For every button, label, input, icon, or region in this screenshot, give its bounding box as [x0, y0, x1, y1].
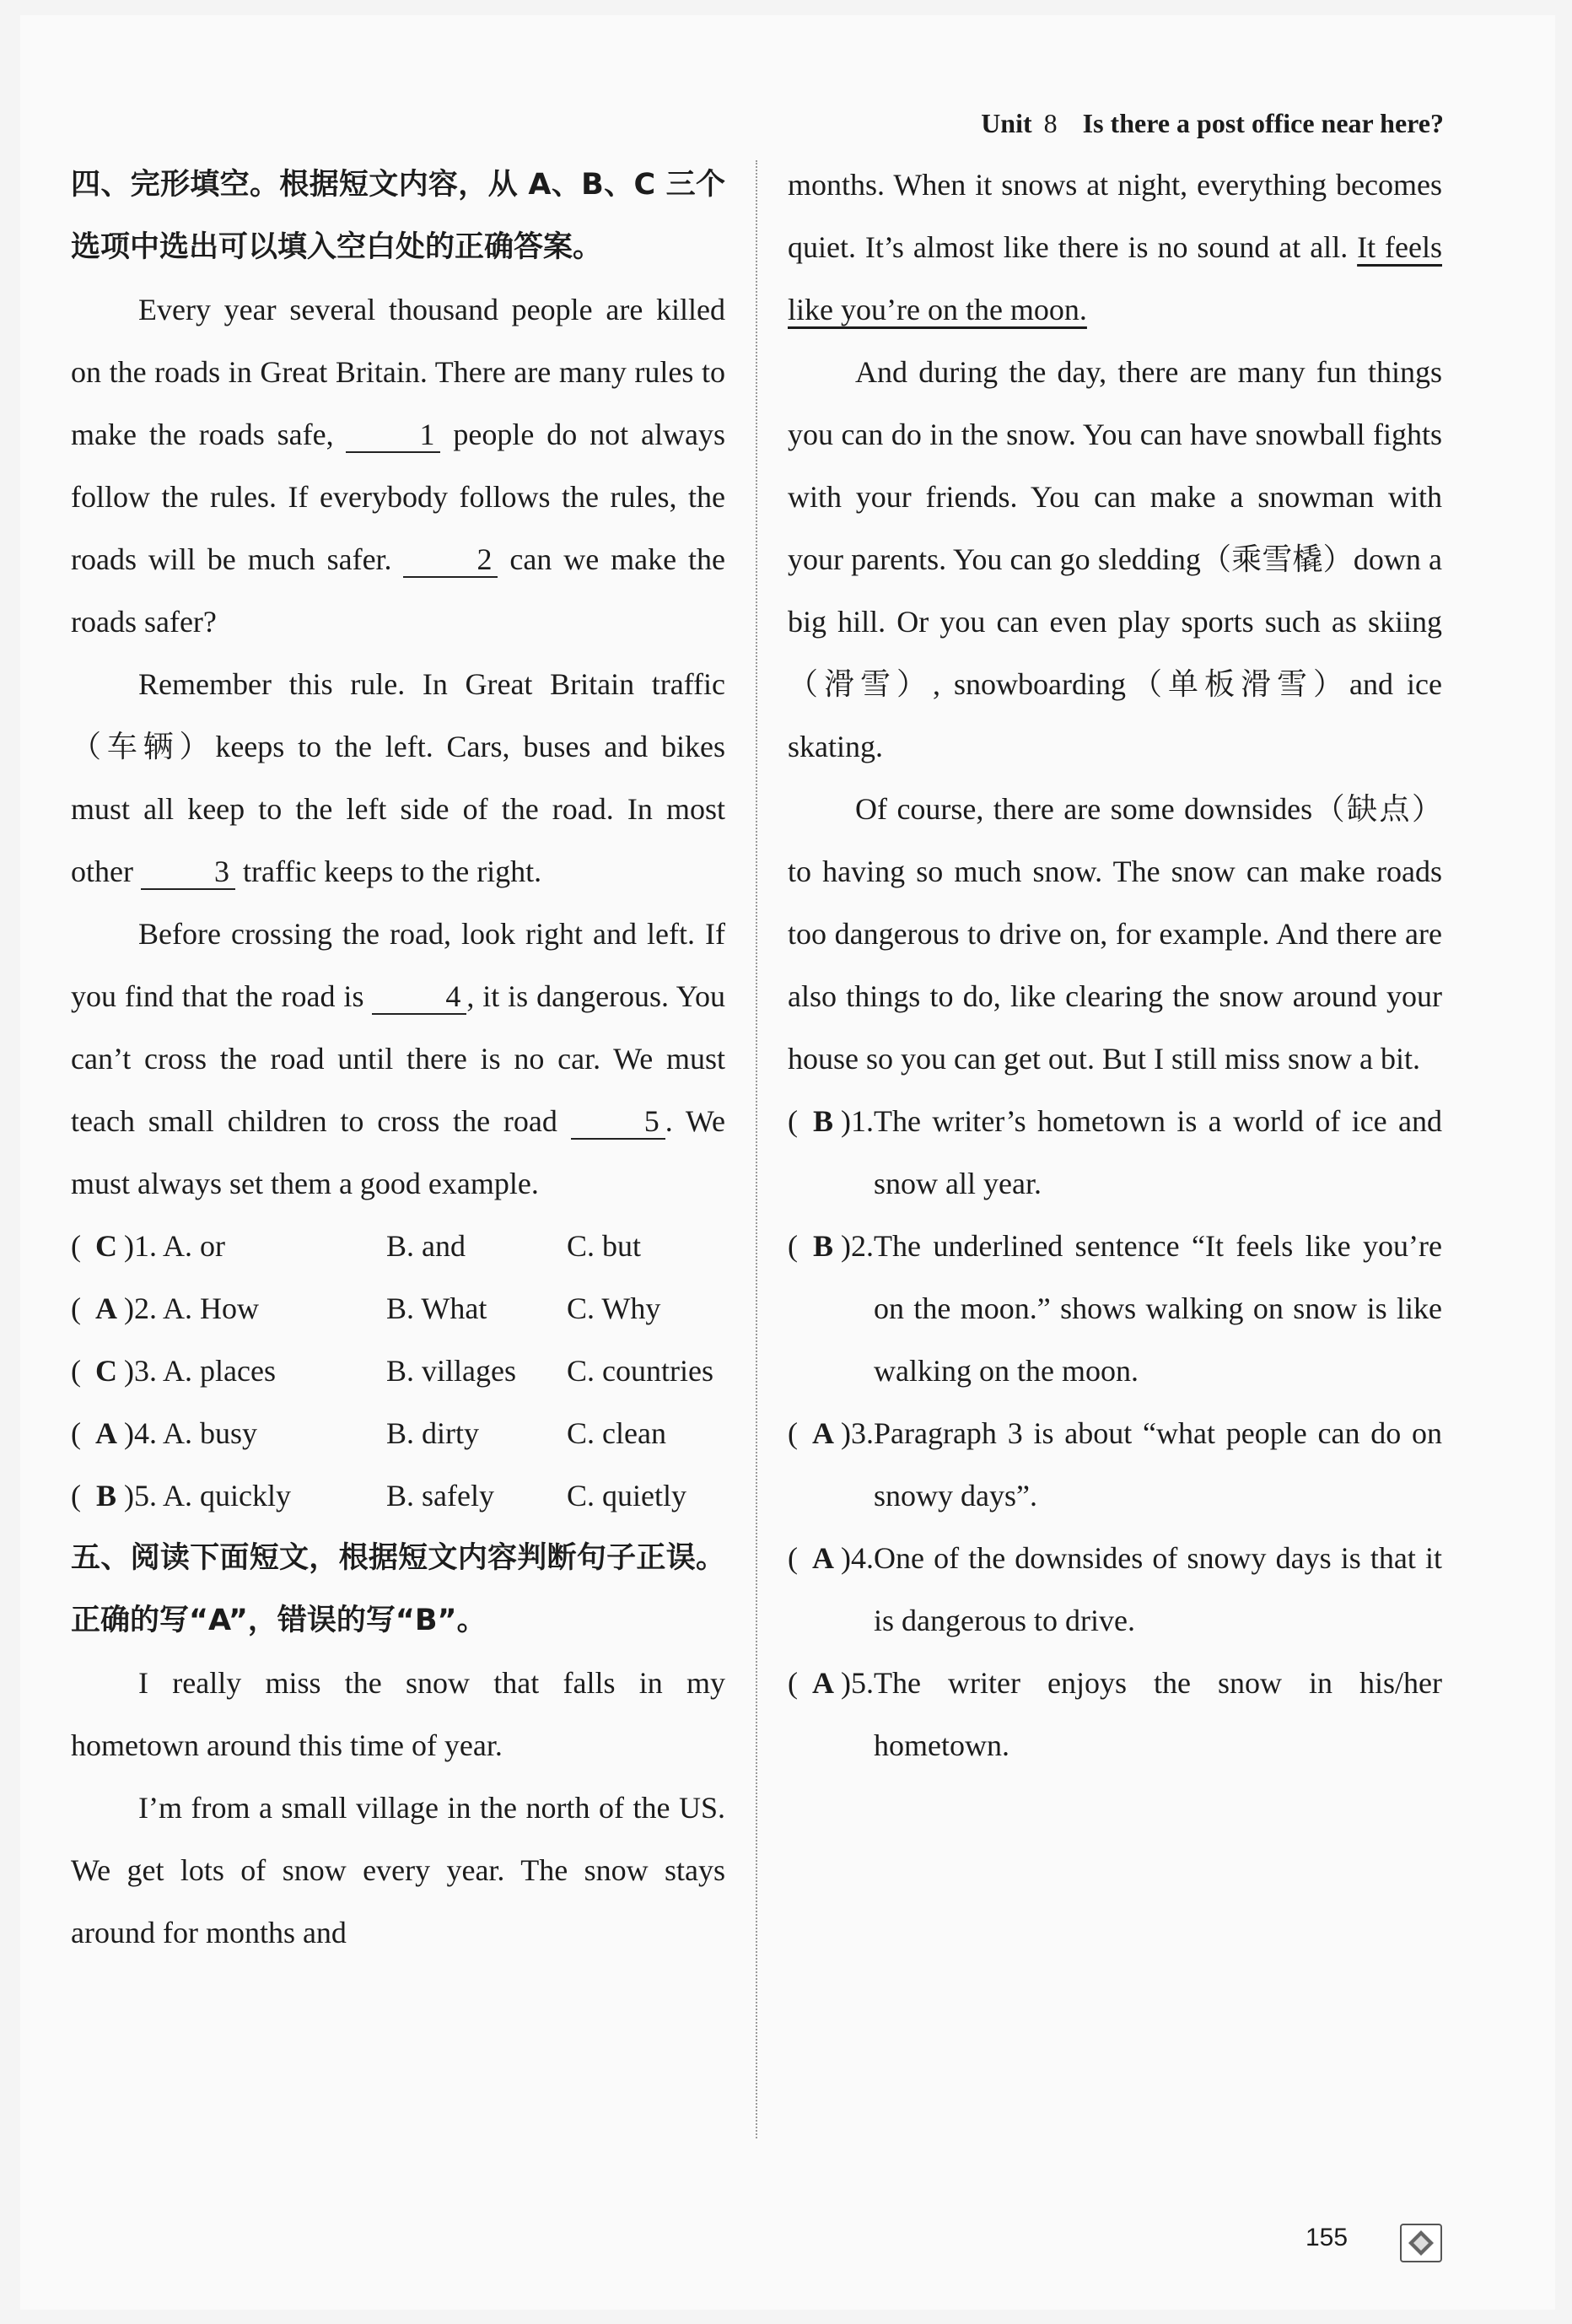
unit-title: Is there a post office near here?: [1082, 108, 1444, 138]
cloze-blank-1: 1: [346, 418, 440, 453]
question-item: ( B )2. The underlined sentence “It feels like you’re on the moon.” shows walking on snow is like walking on the moon.: [788, 1215, 1442, 1402]
cloze-text: Remember this rule. In Great Britain traffic（车辆）keeps to the left. Cars, buses and bikes must all keep to the left side of the road. In most other: [71, 667, 725, 888]
reading-paragraph-1: I really miss the snow that falls in my hometown around this time of year.: [71, 1666, 725, 1762]
cloze-text: Before crossing the road, look right and left. If you find that the road is: [71, 917, 725, 1013]
question-item: ( A )4. One of the downsides of snowy days is that it is dangerous to drive.: [788, 1527, 1442, 1652]
question-item: ( A )5. The writer enjoys the snow in his/her hometown.: [788, 1652, 1442, 1777]
option-row: ( C )3. A. places B. villages C. countries: [71, 1340, 725, 1402]
reading-paragraph-2-start: I’m from a small village in the north of the US. We get lots of snow every year. The snow stays around for months and: [71, 1791, 725, 1949]
option-c: C. clean: [567, 1416, 666, 1450]
right-column: [788, 154, 1442, 1777]
option-b: B. villages: [386, 1354, 516, 1388]
cloze-blank-5: 5: [571, 1104, 665, 1140]
question-number: 2.: [851, 1229, 874, 1263]
option-a: 1. A. or: [134, 1229, 225, 1263]
running-header: [981, 108, 1444, 139]
option-b: B. safely: [386, 1479, 494, 1512]
question-number: 3.: [851, 1416, 874, 1450]
true-false-questions: [788, 1090, 1442, 1777]
answer-mark: A: [95, 1416, 117, 1450]
diamond-badge-icon: [1400, 2224, 1442, 2262]
option-row: ( A )2. A. How B. What C. Why: [71, 1277, 725, 1340]
diamond-icon: [1402, 2225, 1440, 2261]
answer-mark: A: [812, 1416, 834, 1450]
column-divider: [756, 160, 757, 2138]
unit-number: 8: [1043, 108, 1058, 138]
cloze-paragraph-2: [71, 653, 725, 903]
reading-text: months. When it snows at night, everything becomes quiet. It’s almost like there is no sound at all.: [788, 168, 1442, 264]
left-column: [71, 154, 725, 1964]
answer-mark: C: [95, 1354, 117, 1388]
option-a: 2. A. How: [134, 1291, 260, 1325]
question-text: The writer’s hometown is a world of ice and snow all year.: [874, 1104, 1442, 1200]
answer-mark: B: [812, 1229, 833, 1263]
option-a: 3. A. places: [134, 1354, 276, 1388]
answer-mark: A: [95, 1291, 117, 1325]
answer-mark: A: [812, 1666, 834, 1700]
unit-label: Unit: [981, 108, 1032, 138]
question-number: 1.: [851, 1104, 874, 1138]
option-b: B. and: [386, 1229, 466, 1263]
question-text: Paragraph 3 is about “what people can do on snowy days”.: [874, 1416, 1442, 1512]
option-row: ( B )5. A. quickly B. safely C. quietly: [71, 1464, 725, 1527]
option-b: B. What: [386, 1291, 487, 1325]
option-row: ( C )1. A. or B. and C. but: [71, 1215, 725, 1277]
option-row: ( A )4. A. busy B. dirty C. clean: [71, 1402, 725, 1464]
underlined-sentence: It feels like you’re on the moon.: [788, 230, 1442, 326]
cloze-text: . We must always set them a good example.: [71, 1104, 725, 1200]
answer-mark: B: [95, 1479, 116, 1512]
option-c: C. countries: [567, 1354, 713, 1388]
cloze-blank-3: 3: [141, 855, 235, 890]
option-c: C. but: [567, 1229, 642, 1263]
option-a: 5. A. quickly: [134, 1479, 291, 1512]
section4-heading: 四、完形填空。根据短文内容，从 A、B、C 三个选项中选出可以填入空白处的正确答案。: [71, 168, 725, 264]
cloze-paragraph-1: [71, 278, 725, 653]
question-number: 5.: [851, 1666, 874, 1700]
page-number: 155: [1306, 2224, 1349, 2251]
cloze-text: people do not always follow the rules. If everybody follows the rules, the roads will be much safer.: [71, 418, 725, 576]
cloze-text: traffic keeps to the right.: [234, 855, 542, 888]
question-item: ( B )1. The writer’s hometown is a world of ice and snow all year.: [788, 1090, 1442, 1215]
cloze-options: [71, 1215, 725, 1527]
question-text: The underlined sentence “It feels like you’re on the moon.” shows walking on snow is like walking on the moon.: [874, 1229, 1442, 1388]
option-c: C. quietly: [567, 1479, 686, 1512]
reading-paragraph-3: And during the day, there are many fun things you can do in the snow. You can have snowball fights with your friends. You can make a snowman with your parents. You can go sledding（乘雪橇）down a big hill. Or you can even play sports such as skiing（滑雪）, snowboarding（单板滑雪）and ice skating.: [788, 355, 1442, 763]
option-a: 4. A. busy: [134, 1416, 258, 1450]
question-item: ( A )3. Paragraph 3 is about “what people can do on snowy days”.: [788, 1402, 1442, 1527]
reading-paragraph-2-end: [788, 154, 1442, 341]
option-b: B. dirty: [386, 1416, 480, 1450]
question-number: 4.: [851, 1541, 874, 1575]
answer-mark: B: [812, 1104, 833, 1138]
answer-mark: A: [812, 1541, 834, 1575]
cloze-blank-2: 2: [403, 542, 498, 578]
cloze-text: can we make the roads safer?: [71, 542, 725, 639]
reading-paragraph-4: Of course, there are some downsides（缺点）to having so much snow. The snow can make roads too dangerous to drive on, for example. And there are also things to do, like clearing the snow around your house so you can get out. But I still miss snow a bit.: [788, 792, 1442, 1076]
question-text: One of the downsides of snowy days is that it is dangerous to drive.: [874, 1541, 1442, 1637]
question-text: The writer enjoys the snow in his/her hometown.: [874, 1666, 1442, 1762]
answer-mark: C: [95, 1229, 117, 1263]
cloze-paragraph-3: [71, 903, 725, 1215]
cloze-text: Every year several thousand people are killed on the roads in Great Britain. There are many rules to make the roads safe,: [71, 293, 725, 451]
cloze-blank-4: 4: [372, 979, 466, 1015]
option-c: C. Why: [567, 1291, 661, 1325]
section5-heading: 五、阅读下面短文，根据短文内容判断句子正误。正确的写“A”，错误的写“B”。: [71, 1541, 725, 1637]
cloze-text: , it is dangerous. You can’t cross the road until there is no car. We must teach small children to cross the road: [71, 979, 726, 1138]
